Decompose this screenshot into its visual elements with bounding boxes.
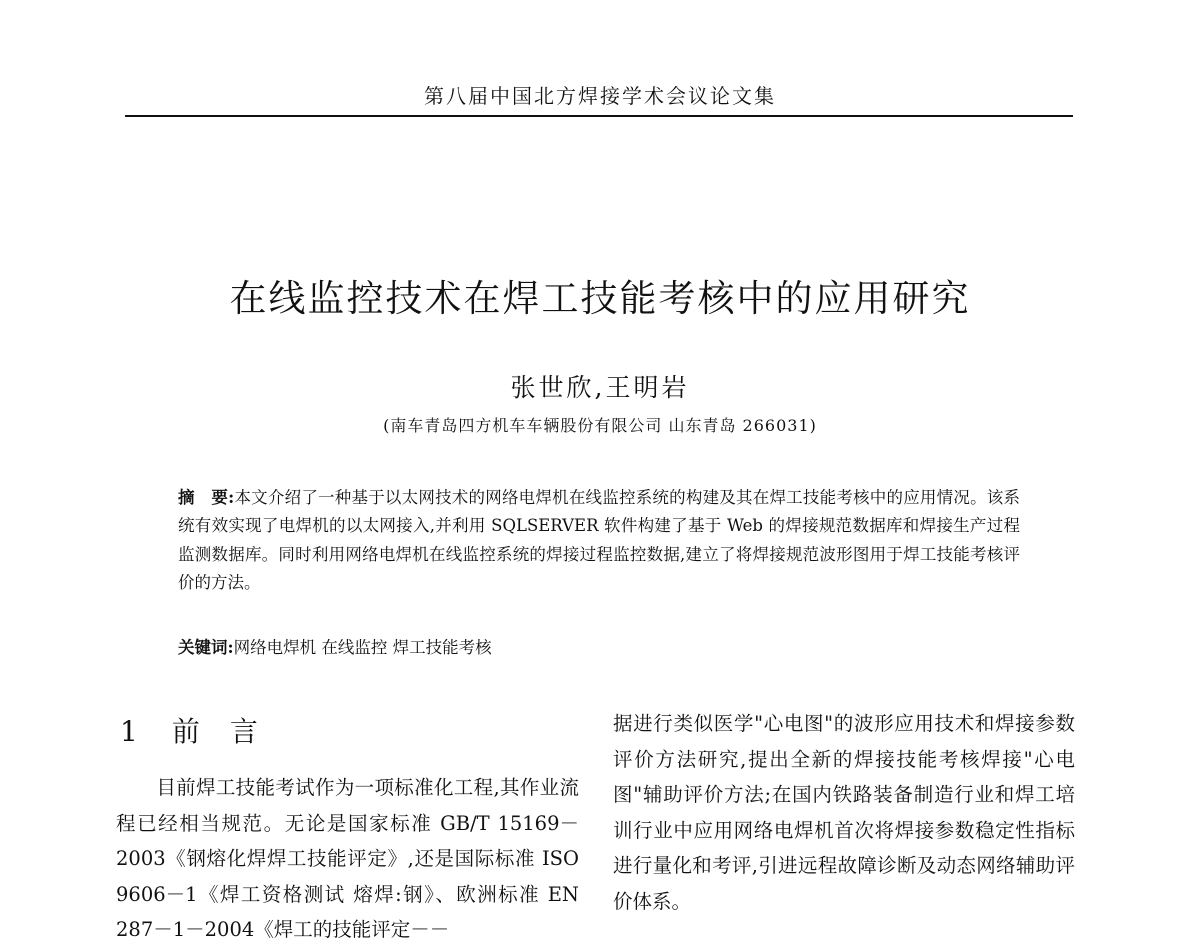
keywords [178,634,1020,662]
section-title-part2: 言 [229,715,258,748]
header-rule [125,115,1073,117]
right-column-text: 据进行类似医学"心电图"的波形应用技术和焊接参数评价方法研究,提出全新的焊接技能考核焊接"心电图"辅助评价方法;在国内铁路装备制造行业和焊工培训行业中应用网络电焊机首次将焊接参数稳定性指标进行量化和考评,引进远程故障诊断及动态网络辅助评价体系。 [613,712,1075,913]
section-heading-introduction [120,710,258,750]
paper-authors: 张世欣,王明岩 [510,373,690,402]
keywords-label: 关键词: [178,638,234,657]
running-header: 第八届中国北方焊接学术会议论文集 [424,84,776,108]
abstract [178,484,1020,598]
body-column-right [613,706,1075,919]
abstract-text: 本文介绍了一种基于以太网技术的网络电焊机在线监控系统的构建及其在焊工技能考核中的应用情况。该系统有效实现了电焊机的以太网接入,并利用 SQLSERVER 软件构建了基于 Web 的焊接规范数据库和焊接生产过程监测数据库。同时利用网络电焊机在线监控系统的焊接过程监控数据,建立了将焊接规范波形图用于焊工技能考核评价的方法。 [178,488,1021,593]
body-column-left [116,770,579,948]
left-column-text: 目前焊工技能考试作为一项标准化工程,其作业流程已经相当规范。无论是国家标准 GB/T 15169－2003《钢熔化焊焊工技能评定》,还是国际标准 ISO 9606－1《焊工资格测试 熔焊:钢》、欧洲标准 EN 287－1－2004《焊工的技能评定－－ [116,776,579,941]
section-number: 1 [120,715,138,748]
abstract-label: 摘 要: [178,488,235,507]
paper-title: 在线监控技术在焊工技能考核中的应用研究 [229,277,971,320]
paper-affiliation: (南车青岛四方机车车辆股份有限公司 山东青岛 266031) [383,416,817,435]
keywords-text: 网络电焊机 在线监控 焊工技能考核 [233,638,492,657]
section-title-part1: 前 [171,715,200,748]
